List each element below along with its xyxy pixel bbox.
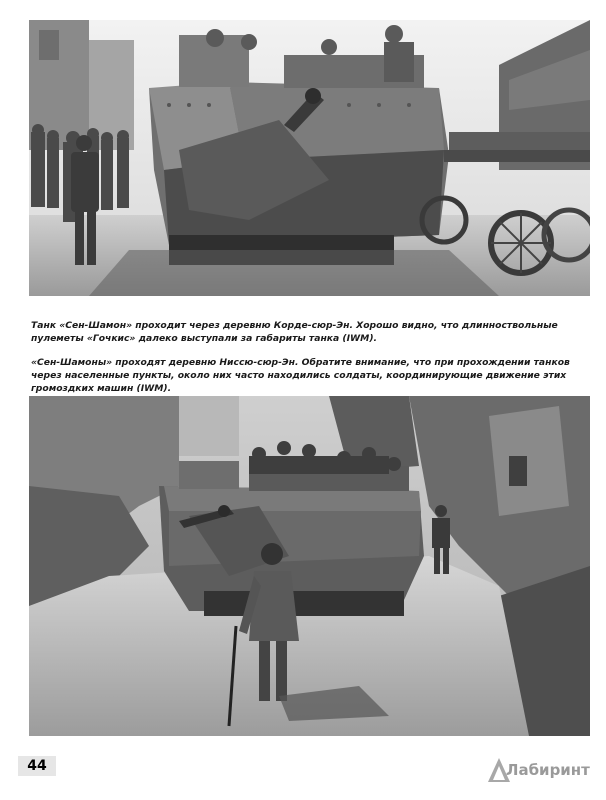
page-number: 44 — [18, 756, 56, 776]
caption-bottom-photo: «Сен-Шамоны» проходят деревню Ниссю-сюр-Эн. Обратите внимание, что при прохождении танков через населенные пункты, около них часто находились солдаты, координирующие движение этих громоздких машин (IWM). — [31, 357, 570, 395]
photo-bottom-image — [29, 396, 590, 736]
photo-tanks-passing-village-bottom — [29, 396, 590, 736]
publisher-logo — [486, 756, 598, 784]
publisher-logo-text: Лабиринт — [506, 761, 590, 779]
photo-top-image — [29, 20, 590, 296]
caption-top-photo: Танк «Сен-Шамон» проходит через деревню Корде-сюр-Эн. Хорошо видно, что длинноствольные пулеметы «Гочкис» далеко выступали за габариты танка (IWM). — [31, 320, 558, 345]
photo-tank-in-village-top — [29, 20, 590, 296]
